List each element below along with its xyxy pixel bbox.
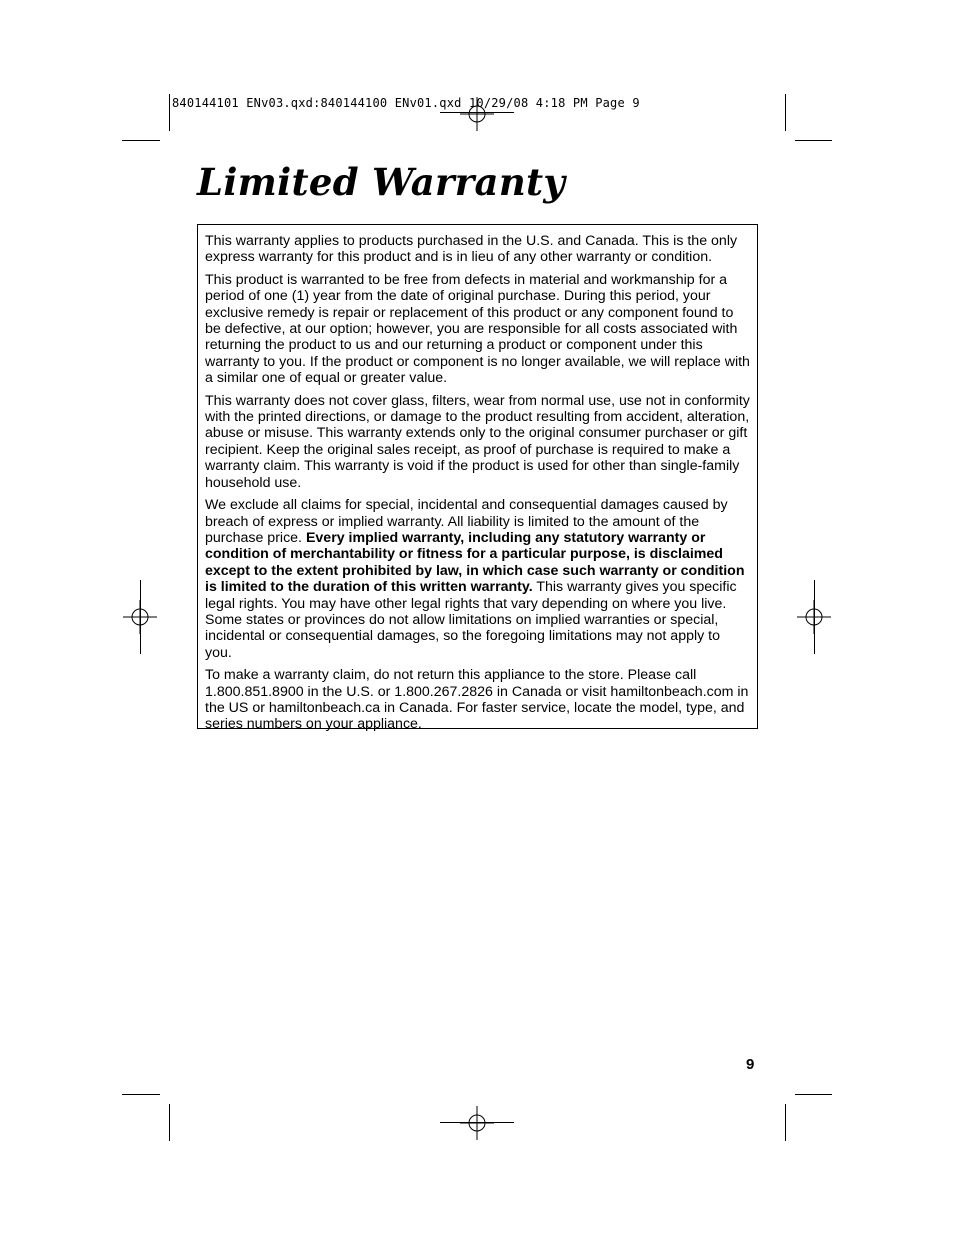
page-number: 9 [746,1056,755,1073]
warranty-text-box [197,224,758,733]
crop-mark [785,1104,786,1141]
crop-mark [814,580,815,654]
warranty-paragraph: To make a warranty claim, do not return this appliance to the store. Please call 1.800.851.8900 in the U.S. or 1.800.267.2826 in Canada or visit hamiltonbeach.com in the US or hamiltonbeach.ca in Canada. For faster service, locate the model, type, and series numbers on your appliance. [205,667,749,733]
print-slug: 840144101 ENv03.qxd:840144100 ENv01.qxd 10/29/08 4:18 PM Page 9 [172,96,640,110]
crop-mark [122,140,160,141]
crop-mark [440,112,514,113]
crop-mark [785,94,786,131]
warranty-text: We exclude all claims for special, incidental and consequential damages caused by breach of express or implied warranty. All liability is limited to the amount of the purchase price. [205,497,728,546]
crop-mark [795,140,832,141]
registration-mark-icon [460,1106,494,1140]
disclaimer-bold-text: Every implied warranty, including any statutory warranty or condition of merchantability or fitness for a particular purpose, is disclaimed except to the extent prohibited by law, in which case such warranty or condition is limited to the duration of this written warranty. [205,529,745,596]
warranty-paragraph [205,497,750,661]
warranty-paragraph: This warranty applies to products purchased in the U.S. and Canada. This is the only express warranty for this product and is in lieu of any other warranty or condition. [205,233,738,266]
crop-mark [169,94,170,131]
warranty-paragraph: This product is warranted to be free from defects in material and workmanship for a period of one (1) year from the date of original purchase. During this period, your exclusive remedy is repair or replacement of this product or any component found to be defective, at our option; however, you are responsible for all costs associated with returning the product to us and our returning a product or component under this warranty to you. If the product or component is no longer available, we will replace with a similar one of equal or greater value. [205,271,750,387]
crop-mark [122,1094,160,1095]
crop-mark [140,580,141,654]
crop-mark [169,1104,170,1141]
page-title: Limited Warranty [197,160,566,204]
warranty-paragraph: This warranty does not cover glass, filters, wear from normal use, use not in conformity with the printed directions, or damage to the product resulting from accident, alteration, abuse or misuse. This warranty extends only to the original consumer purchaser or gift recipient. Keep the original sales receipt, as proof of purchase is required to make a warranty claim. This warranty is void if the product is used for other than single-family household use. [205,392,750,491]
warranty-text: This warranty gives you specific legal rights. You may have other legal rights that vary depending on where you live. Some states or provinces do not allow limitations on implied warranties or special, incidental or consequential damages, so the foregoing limitations may not apply to you. [205,579,737,661]
registration-mark-icon [460,97,494,131]
crop-mark [440,1122,514,1123]
crop-mark [795,1094,832,1095]
